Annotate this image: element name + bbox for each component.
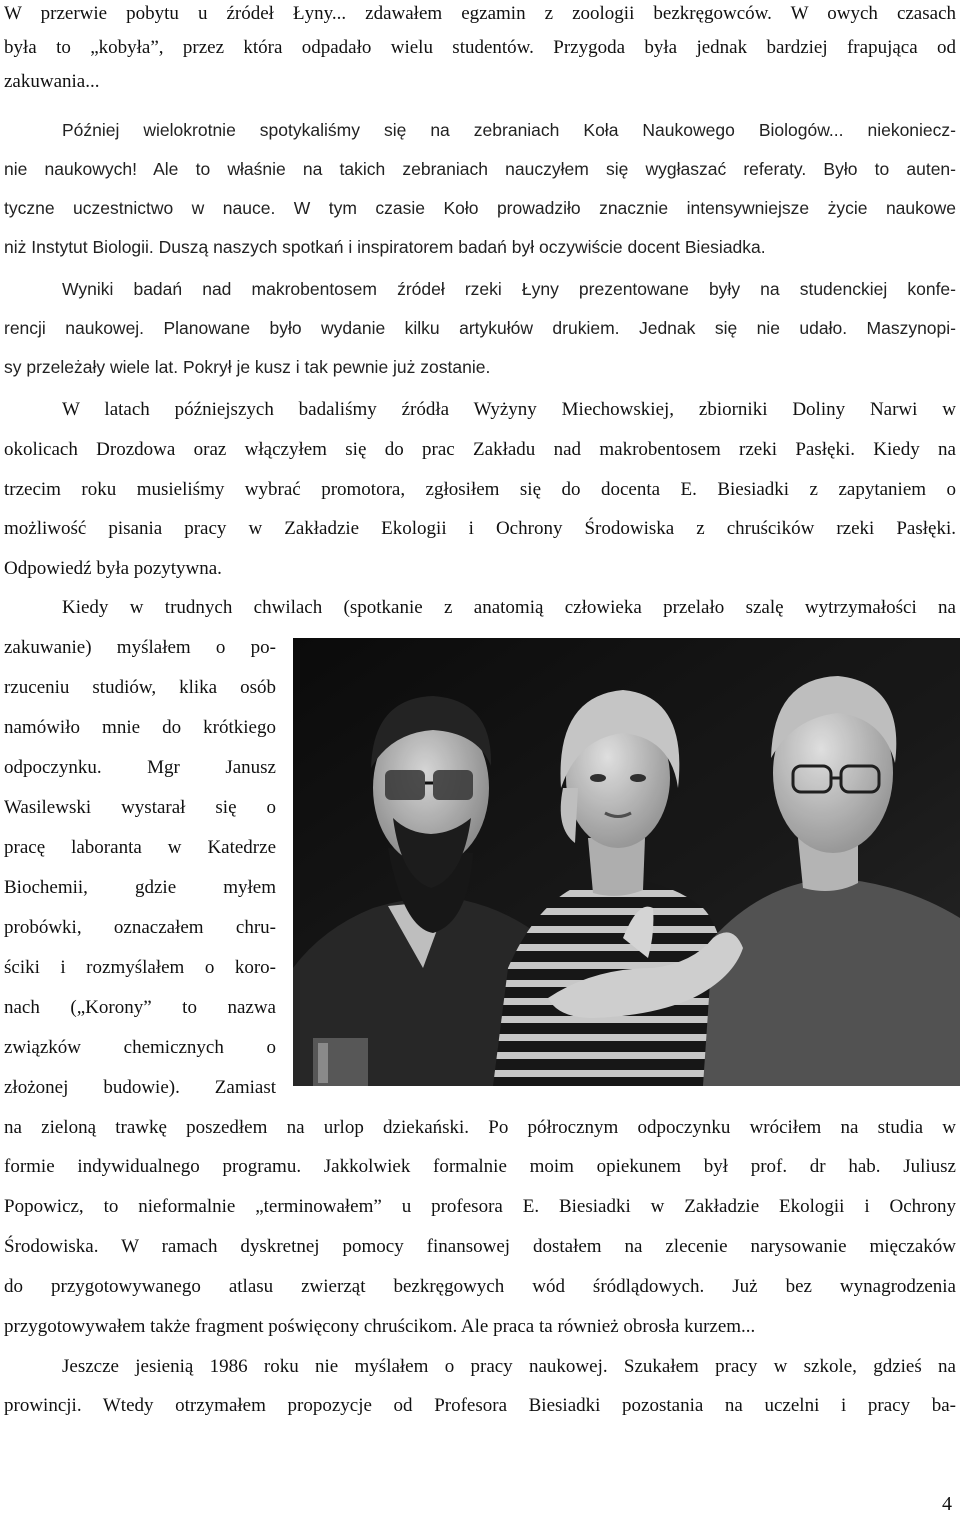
p4-line-5: Odpowiedź była pozytywna.: [4, 558, 222, 579]
p5-narrow-line-7: Biochemii, gdzie myłem: [4, 877, 276, 898]
page-number: 4: [942, 1493, 952, 1515]
p1-line-3: zakuwania...: [4, 71, 100, 92]
p4-line-1: W latach późniejszych badaliśmy źródła Wyżyny Miechowskiej, zbiorniki Doliny Narwi w: [62, 399, 956, 420]
p2-line-4: niż Instytut Biologii. Duszą naszych spotkań i inspiratorem badań był oczywiście docent Biesiadka.: [4, 237, 766, 257]
p4-line-3: trzecim roku musieliśmy wybrać promotora, zgłosiłem się do docenta E. Biesiadki z zapytaniem o: [4, 479, 956, 500]
p5-narrow-line-1: zakuwanie) myślałem o po-: [4, 637, 276, 658]
p4-line-4: możliwość pisania pracy w Zakładzie Ekologii i Ochrony Środowiska z chruścików rzeki Pasłęki.: [4, 518, 956, 539]
p3-line-1: Wyniki badań nad makrobentosem źródeł rzeki Łyny prezentowane były na studenckiej konfe-: [62, 279, 956, 299]
p5-narrow-line-11: związków chemicznych o: [4, 1037, 276, 1058]
p5-narrow-line-12: złożonej budowie). Zamiast: [4, 1077, 276, 1098]
p6-line-1: Jeszcze jesienią 1986 roku nie myślałem o pracy naukowej. Szukałem pracy w szkole, gdzieś na: [62, 1356, 956, 1377]
p1-line-1: W przerwie pobytu u źródeł Łyny... zdawałem egzamin z zoologii bezkręgowców. W owych czasach: [4, 3, 956, 24]
p5-rest-line-3: Popowicz, to nieformalnie „terminowałem” u profesora E. Biesiadki w Zakładzie Ekologii i Ochrony: [4, 1196, 956, 1217]
p6-line-2: prowincji. Wtedy otrzymałem propozycje od Profesora Biesiadki pozostania na uczelni i pracy ba-: [4, 1395, 956, 1416]
p2-line-1: Później wielokrotnie spotykaliśmy się na zebraniach Koła Naukowego Biologów... niekoniecz-: [62, 120, 956, 140]
group-photo-image: [293, 638, 960, 1086]
p5-rest-line-4: Środowiska. W ramach dyskretnej pomocy finansowej dostałem na zlecenie narysowanie mięczaków: [4, 1236, 956, 1257]
p5-narrow-line-4: odpoczynku. Mgr Janusz: [4, 757, 276, 778]
p5-narrow-line-6: pracę laboranta w Katedrze: [4, 837, 276, 858]
p5-line-1: Kiedy w trudnych chwilach (spotkanie z anatomią człowieka przelało szalę wytrzymałości na: [62, 597, 956, 618]
p5-narrow-line-2: rzuceniu studiów, klika osób: [4, 677, 276, 698]
p4-line-2: okolicach Drozdowa oraz włączyłem się do prac Zakładu nad makrobentosem rzeki Pasłęki. Kiedy na: [4, 439, 956, 460]
p5-narrow-line-9: ściki i rozmyślałem o koro-: [4, 957, 276, 978]
p3-line-2: rencji naukowej. Planowane było wydanie kilku artykułów drukiem. Jednak się nie udało. Maszynopi-: [4, 318, 956, 338]
group-photo: [293, 638, 960, 1086]
p3-line-3: sy przeleżały wiele lat. Pokrył je kusz i tak pewnie już zostanie.: [4, 357, 491, 377]
p2-line-3: tyczne uczestnictwo w nauce. W tym czasie Koło prowadziło znacznie intensywniejsze życie naukowe: [4, 198, 956, 218]
p5-narrow-line-8: probówki, oznaczałem chru-: [4, 917, 276, 938]
p5-narrow-line-5: Wasilewski wystarał się o: [4, 797, 276, 818]
p5-rest-line-6: przygotowywałem także fragment poświęcony chruścikom. Ale praca ta również obrosła kurzem...: [4, 1316, 756, 1337]
p5-rest-line-5: do przygotowywanego atlasu zwierząt bezkręgowych wód śródlądowych. Już bez wynagrodzenia: [4, 1276, 956, 1297]
p2-line-2: nie naukowych! Ale to właśnie na takich zebraniach nauczyłem się wygłaszać referaty. Było to auten-: [4, 159, 956, 179]
p5-rest-line-1: na zieloną trawkę poszedłem na urlop dziekański. Po półrocznym odpoczynku wróciłem na studia w: [4, 1117, 956, 1138]
p5-narrow-line-3: namówiło mnie do krótkiego: [4, 717, 276, 738]
p1-line-2: była to „kobyła”, przez która odpadało wielu studentów. Przygoda była jednak bardziej frapująca od: [4, 37, 956, 58]
p5-rest-line-2: formie indywidualnego programu. Jakkolwiek formalnie moim opiekunem był prof. dr hab. Juliusz: [4, 1156, 956, 1177]
p5-narrow-line-10: nach („Korony” to nazwa: [4, 997, 276, 1018]
